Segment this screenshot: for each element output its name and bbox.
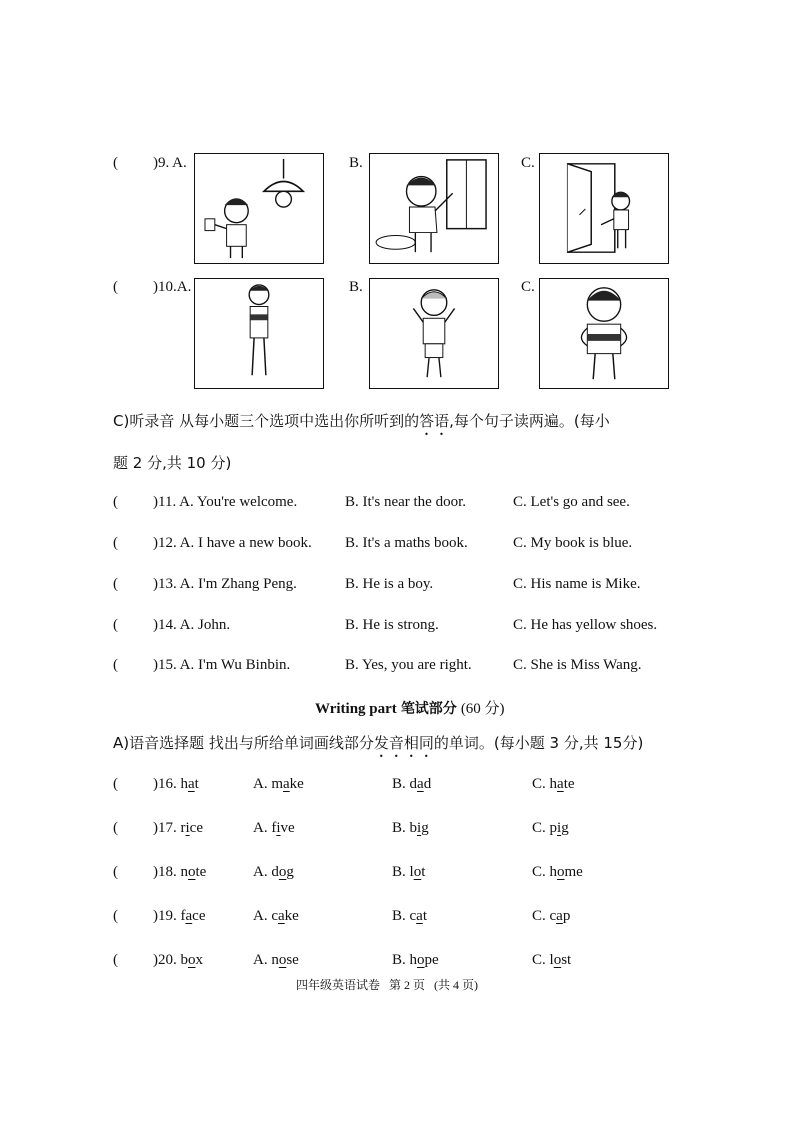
picture-9c: [539, 153, 669, 264]
question-12-option-c: C. My book is blue.: [513, 535, 633, 551]
word-part: se: [286, 952, 299, 968]
writing-part-score: (60 分): [460, 701, 505, 717]
question-16-option-b: [392, 776, 431, 793]
word-part: )19. f: [153, 908, 186, 924]
question-15-option-c: C. She is Miss Wang.: [513, 657, 642, 673]
word-part: ve: [280, 820, 295, 836]
boy-switching-on-light-icon: [195, 154, 323, 263]
word-part: ke: [284, 908, 299, 924]
word-part: )16. h: [153, 776, 188, 792]
word-part: t: [194, 776, 199, 792]
underlined-letter: a: [417, 776, 424, 792]
word-part: te: [195, 864, 207, 880]
underlined-letter: i: [276, 820, 281, 836]
question-20-option-c: [532, 952, 571, 969]
answer-paren[interactable]: (: [113, 952, 118, 968]
question-19-option-b: [392, 908, 427, 925]
question-14-option-c: C. He has yellow shoes.: [513, 617, 658, 633]
word-part: g: [286, 864, 294, 880]
question-9-number: )9. A.: [153, 155, 187, 171]
word-part: ce: [189, 820, 203, 836]
boy-cleaning-window-icon: [370, 154, 498, 263]
question-11-option-b: B. It's near the door.: [345, 494, 467, 510]
tall-thin-boy-icon: [195, 279, 323, 388]
writing-part-heading: [315, 697, 505, 718]
section-a-title-emphasis: 发音相同: [373, 734, 434, 752]
underlined-letter: a: [188, 776, 195, 792]
question-19-option-c: [532, 908, 570, 925]
question-14-option-a: )14. A. John.: [153, 617, 231, 633]
question-18-option-b: [392, 864, 425, 881]
word-part: B. d: [392, 776, 418, 792]
writing-part-title-cn: 笔试部分: [400, 701, 457, 717]
word-part: )20. b: [153, 952, 188, 968]
question-13-option-a: )13. A. I'm Zhang Peng.: [153, 576, 297, 592]
underlined-letter: a: [283, 776, 290, 792]
strong-boy-icon: [540, 279, 668, 388]
underlined-letter: o: [417, 952, 425, 968]
underlined-letter: o: [188, 952, 196, 968]
footer-page-total: (共 4 页): [434, 978, 479, 992]
question-17-word: [153, 820, 203, 837]
question-18-option-a: [253, 864, 294, 881]
picture-9b: [369, 153, 499, 264]
question-19-option-a: [253, 908, 299, 925]
underlined-letter: i: [185, 820, 190, 836]
question-20-option-b: [392, 952, 439, 969]
option-b-label: B.: [349, 155, 363, 171]
question-11-option-a: )11. A. You're welcome.: [153, 494, 298, 510]
answer-paren[interactable]: (: [113, 657, 118, 673]
word-part: x: [195, 952, 203, 968]
word-part: C. h: [532, 776, 558, 792]
word-part: )18. n: [153, 864, 188, 880]
option-b-label: B.: [349, 279, 363, 295]
word-part: g: [561, 820, 569, 836]
underlined-letter: o: [553, 952, 562, 968]
answer-paren[interactable]: (: [113, 864, 118, 880]
section-a-title: [113, 732, 643, 761]
footer-page-number: 第 2 页: [389, 978, 426, 992]
section-c-title: [113, 410, 610, 439]
word-part: )17. r: [153, 820, 186, 836]
section-a-title-prefix: A)语音选择题 找出与所给单词画线部分: [113, 734, 374, 752]
question-18-option-c: [532, 864, 583, 881]
word-part: B. h: [392, 952, 418, 968]
picture-9a: [194, 153, 324, 264]
underlined-letter: a: [185, 908, 193, 924]
word-part: me: [564, 864, 583, 880]
word-part: A. c: [253, 908, 278, 924]
word-part: g: [421, 820, 429, 836]
question-12-option-a: )12. A. I have a new book.: [153, 535, 312, 551]
option-c-label: C.: [521, 279, 535, 295]
question-10-number: )10.A.: [153, 279, 192, 295]
word-part: C. h: [532, 864, 558, 880]
question-20-word: [153, 952, 203, 969]
word-part: st: [561, 952, 572, 968]
underlined-letter: o: [278, 952, 287, 968]
word-part: A. m: [253, 776, 283, 792]
underlined-letter: o: [278, 864, 287, 880]
question-19-word: [153, 908, 206, 925]
picture-10a: [194, 278, 324, 389]
section-c-score: 题 2 分,共 10 分): [113, 454, 232, 472]
word-part: B. b: [392, 820, 418, 836]
question-12-option-b: B. It's a maths book.: [345, 535, 468, 551]
word-part: A. f: [253, 820, 277, 836]
word-part: B. c: [392, 908, 417, 924]
word-part: A. d: [253, 864, 279, 880]
answer-paren[interactable]: (: [113, 908, 118, 924]
question-16-option-a: [253, 776, 304, 793]
word-part: te: [563, 776, 575, 792]
word-part: pe: [424, 952, 439, 968]
underlined-letter: i: [417, 820, 422, 836]
writing-part-title: Writing part: [315, 701, 397, 717]
question-11-option-c: C. Let's go and see.: [513, 494, 630, 510]
answer-paren[interactable]: (: [113, 279, 118, 295]
question-14-option-b: B. He is strong.: [345, 617, 439, 633]
word-part: C. l: [532, 952, 554, 968]
question-16-option-c: [532, 776, 575, 793]
section-c-title-emphasis: 答语: [419, 412, 450, 430]
question-17-option-a: [253, 820, 295, 837]
underlined-letter: a: [278, 908, 285, 924]
underlined-letter: o: [188, 864, 196, 880]
answer-paren[interactable]: (: [113, 535, 118, 551]
word-part: t: [422, 908, 428, 924]
section-c-title-prefix: C)听录音 从每小题三个选项中选出你所听到的: [113, 412, 420, 430]
footer-grade: 四年级英语试卷: [296, 978, 381, 992]
boy-opening-door-icon: [540, 154, 668, 263]
question-13-option-b: B. He is a boy.: [345, 576, 434, 592]
answer-paren[interactable]: (: [113, 776, 118, 792]
question-17-option-b: [392, 820, 429, 837]
boy-with-short-hair-icon: [370, 279, 498, 388]
answer-paren[interactable]: (: [113, 155, 118, 171]
underlined-letter: a: [557, 776, 564, 792]
word-part: d: [423, 776, 432, 792]
underlined-letter: a: [556, 908, 563, 924]
question-18-word: [153, 864, 206, 881]
word-part: A. n: [253, 952, 279, 968]
answer-paren[interactable]: (: [113, 494, 118, 510]
page-footer: [296, 976, 478, 993]
question-17-option-c: [532, 820, 569, 837]
word-part: B. l: [392, 864, 414, 880]
answer-paren[interactable]: (: [113, 617, 118, 633]
answer-paren[interactable]: (: [113, 820, 118, 836]
underlined-letter: o: [413, 864, 422, 880]
word-part: ce: [192, 908, 206, 924]
answer-paren[interactable]: (: [113, 576, 118, 592]
underlined-letter: a: [416, 908, 423, 924]
picture-10c: [539, 278, 669, 389]
question-15-option-b: B. Yes, you are right.: [345, 657, 472, 673]
question-16-word: [153, 776, 199, 793]
word-part: C. p: [532, 820, 558, 836]
word-part: ke: [289, 776, 304, 792]
underlined-letter: o: [557, 864, 565, 880]
question-13-option-c: C. His name is Mike.: [513, 576, 641, 592]
section-c-title-suffix: ,每个句子读两遍。(每小: [449, 412, 610, 430]
section-a-title-suffix: 的单词。(每小题 3 分,共 15分): [433, 734, 644, 752]
picture-10b: [369, 278, 499, 389]
question-15-option-a: )15. A. I'm Wu Binbin.: [153, 657, 291, 673]
question-20-option-a: [253, 952, 299, 969]
word-part: C. c: [532, 908, 557, 924]
word-part: p: [562, 908, 571, 924]
option-c-label: C.: [521, 155, 535, 171]
underlined-letter: i: [557, 820, 562, 836]
word-part: t: [421, 864, 426, 880]
